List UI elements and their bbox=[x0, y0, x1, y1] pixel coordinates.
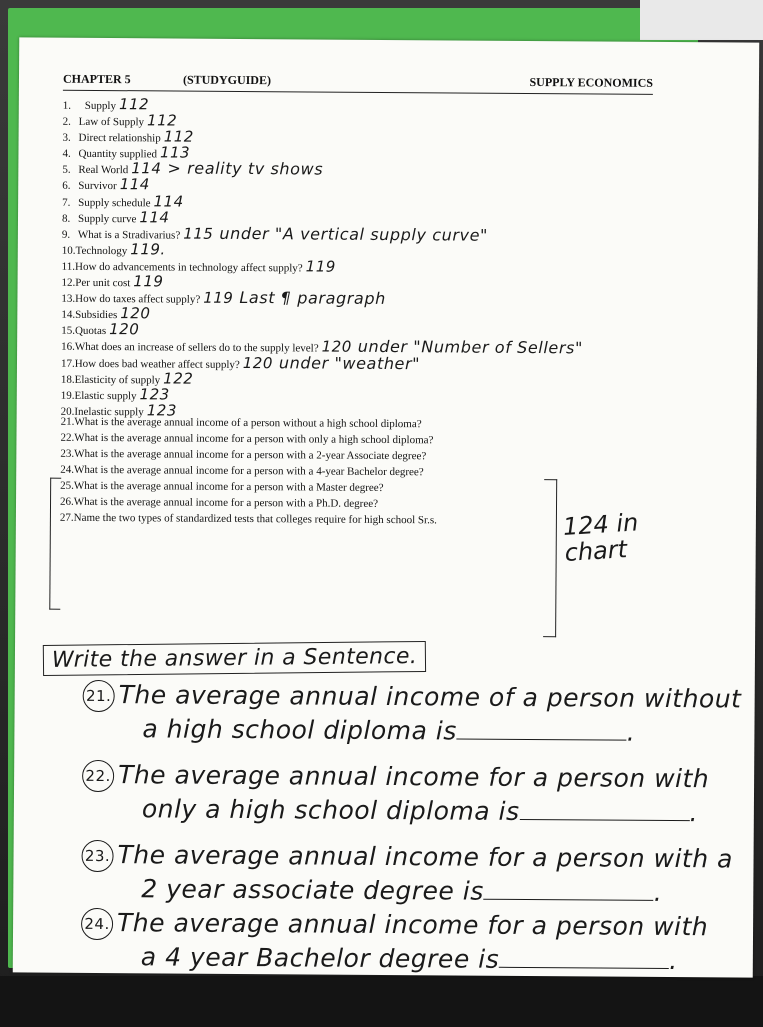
question-item: 19.Elastic supply 123 bbox=[60, 384, 170, 404]
question-item: 24.What is the average annual income for a person with a 4-year Bachelor degree? bbox=[60, 463, 424, 479]
handwritten-note: Last ¶ paragraph bbox=[239, 288, 386, 309]
question-item: 21.What is the average annual income of a person without a high school diploma? bbox=[60, 415, 422, 431]
answer-item: 24. The average annual income for a person with a 4 year Bachelor degree is . bbox=[81, 906, 741, 979]
dark-surface bbox=[0, 976, 763, 1027]
answer-item: 23. The average annual income for a person with a 2 year associate degree is . bbox=[81, 838, 741, 911]
question-item: 8. Supply curve 114 bbox=[61, 207, 170, 227]
question-item: 23.What is the average annual income for a person with a 2-year Associate degree? bbox=[60, 447, 427, 463]
question-item: 22.What is the average annual income for a person with only a high school diploma? bbox=[60, 431, 434, 447]
page-ref: 123 bbox=[146, 401, 177, 420]
question-item: 11.How do advancements in technology affect supply? 119 bbox=[61, 257, 336, 276]
question-item: 20.Inelastic supply 123 bbox=[60, 401, 177, 420]
page-ref: 122 bbox=[163, 369, 194, 388]
question-item: 12.Per unit cost 119 bbox=[61, 272, 164, 291]
question-item: 3. Direct relationship 112 bbox=[62, 127, 194, 146]
page-ref: 114 bbox=[153, 191, 184, 211]
answer-blank-line bbox=[519, 795, 689, 821]
paper-corner bbox=[640, 0, 763, 40]
subject-label: SUPPLY ECONOMICS bbox=[529, 74, 654, 90]
answer-blank-line bbox=[499, 943, 669, 969]
page-ref: 113 bbox=[159, 143, 191, 162]
question-item: 16.What does an increase of sellers do to the supply level? 120 under "Number of Sellers" bbox=[61, 337, 584, 358]
page-ref: 112 bbox=[163, 127, 194, 146]
page-ref: 120 bbox=[120, 304, 151, 323]
page-ref: 119. bbox=[130, 240, 166, 259]
page-ref: 120 bbox=[109, 320, 140, 339]
answer-item: 21. The average annual income of a person without a high school diploma is . bbox=[82, 678, 742, 751]
question-item: 2. Law of Supply 112 bbox=[62, 111, 178, 130]
question-item: 27.Name the two types of standardized tests that colleges require for high school Sr.s. bbox=[59, 512, 437, 527]
page-ref: 112 bbox=[118, 95, 150, 114]
question-item: 5. Real World 114 > reality tv shows bbox=[62, 158, 324, 179]
studyguide-label: (STUDYGUIDE) bbox=[182, 72, 272, 88]
answer-blank-line bbox=[457, 715, 627, 741]
page-ref: 120 bbox=[242, 353, 274, 372]
page-ref: 119 bbox=[305, 257, 336, 276]
question-item: 18.Elasticity of supply 122 bbox=[60, 369, 194, 388]
page-ref: 114 bbox=[131, 159, 162, 178]
question-item: 4. Quantity supplied 113 bbox=[62, 143, 191, 162]
left-bracket-mark bbox=[49, 478, 61, 610]
handwritten-note: under "Number of Sellers" bbox=[357, 337, 584, 358]
page-ref: 120 bbox=[321, 337, 352, 357]
question-item: 6. Survivor 114 bbox=[62, 175, 150, 194]
chart-page-note: 124 in chart bbox=[562, 508, 640, 567]
question-item: 9. What is a Stradivarius? 115 under "A vertical supply curve" bbox=[61, 223, 489, 245]
answer-number: 24. bbox=[81, 908, 113, 940]
question-item: 25.What is the average annual income for a person with a Master degree? bbox=[60, 479, 384, 495]
chapter-label: CHAPTER 5 bbox=[62, 71, 131, 87]
instruction-box: Write the answer in a Sentence. bbox=[43, 641, 427, 676]
worksheet-header bbox=[63, 72, 653, 95]
answer-number: 21. bbox=[83, 680, 115, 712]
question-item: 7. Supply schedule 114 bbox=[62, 191, 184, 211]
page-ref: 123 bbox=[139, 384, 170, 404]
question-item: 1. Supply 112 bbox=[62, 95, 150, 114]
question-item: 15.Quotas 120 bbox=[61, 320, 140, 339]
page-ref: 115 bbox=[183, 224, 214, 243]
question-item: 14.Subsidies 120 bbox=[61, 304, 151, 323]
question-item: 17.How does bad weather affect supply? 120 under "weather" bbox=[60, 352, 421, 373]
question-list bbox=[60, 94, 703, 533]
handwritten-note: > reality tv shows bbox=[167, 158, 324, 179]
page-ref: 119 bbox=[203, 288, 234, 308]
question-item: 26.What is the average annual income for a person with a Ph.D. degree? bbox=[59, 496, 379, 511]
question-item: 13.How do taxes affect supply? 119 Last ¶ paragraph bbox=[61, 288, 386, 309]
handwritten-note: under "weather" bbox=[278, 352, 421, 373]
page-ref: 119 bbox=[133, 272, 164, 291]
question-item: 10.Technology 119. bbox=[61, 240, 166, 259]
handwritten-note: under "A vertical supply curve" bbox=[219, 223, 489, 245]
answer-item: 22. The average annual income for a person with only a high school diploma is . bbox=[82, 758, 742, 831]
answer-number: 22. bbox=[82, 760, 114, 792]
page-ref: 112 bbox=[147, 111, 178, 130]
page-ref: 114 bbox=[119, 175, 150, 194]
answer-number: 23. bbox=[81, 840, 113, 872]
study-guide-sheet bbox=[13, 37, 760, 977]
answer-blank-line bbox=[484, 875, 654, 901]
right-bracket-mark bbox=[543, 479, 557, 637]
page-ref: 114 bbox=[139, 207, 170, 227]
